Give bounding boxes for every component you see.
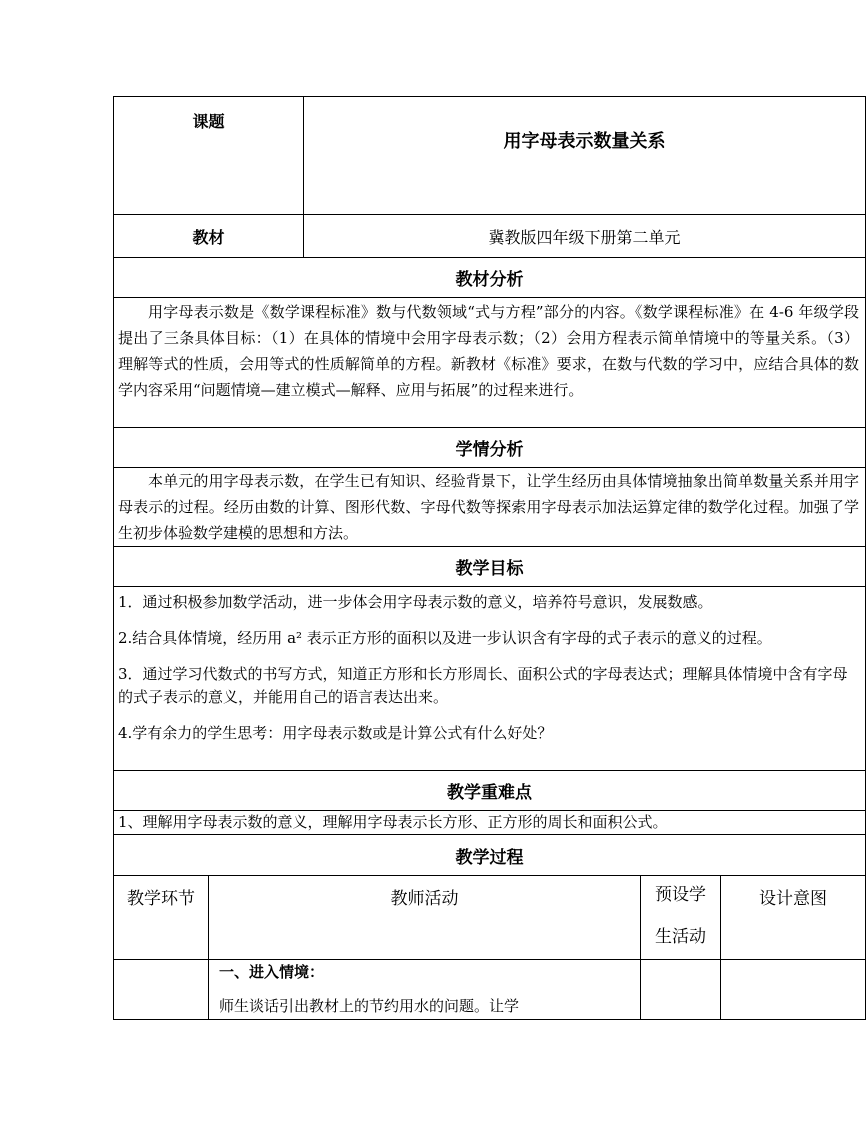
analysis-title: 教材分析	[114, 258, 866, 298]
students-title: 学情分析	[114, 428, 866, 468]
col-header-student-line1: 预设学	[655, 885, 707, 905]
teacher-cell	[209, 960, 641, 1020]
textbook-value: 冀教版四年级下册第二单元	[304, 215, 866, 258]
goal-item-2: 2.结合具体情境，经历用 a² 表示正方形的面积以及进一步认识含有字母的式子表示的意义的过程。	[118, 629, 772, 647]
goals-list	[114, 587, 866, 771]
goal-item-3: 3．通过学习代数式的书写方式，知道正方形和长方形周长、面积公式的字母表达式；理解具体情境中含有字母的式子表示的意义，并能用自己的语言表达出来。	[118, 665, 848, 706]
analysis-text: 用字母表示数是《数学课程标准》数与代数领域“式与方程”部分的内容。《数学课程标准》在 4-6 年级学段提出了三条具体目标：（1）在具体的情境中会用字母表示数；（2）会用方程表示简单情境中的等量关系。（3）理解等式的性质，会用等式的性质解简单的方程。新教材《标准》要求，在数与代数的学习中，应结合具体的数学内容采用“问题情境—建立模式—解释、应用与拓展”的过程来进行。	[114, 298, 866, 428]
topic-label: 课题	[114, 97, 304, 215]
goal-item-1: 1．通过积极参加数学活动，进一步体会用字母表示数的意义，培养符号意识，发展数感。	[118, 593, 713, 611]
students-text: 本单元的用字母表示数，在学生已有知识、经验背景下，让学生经历由具体情境抽象出简单数量关系并用字母表示的过程。经历由数的计算、图形代数、字母代数等探索用字母表示加法运算定律的数学化过程。加强了学生初步体验数学建模的思想和方法。	[114, 468, 866, 547]
process-title: 教学过程	[114, 835, 866, 876]
col-header-stage: 教学环节	[114, 876, 209, 960]
student-cell	[641, 960, 721, 1020]
col-header-student-line2: 生活动	[655, 927, 707, 947]
goals-title: 教学目标	[114, 547, 866, 587]
col-header-student	[641, 876, 721, 960]
key-points-title: 教学重难点	[114, 771, 866, 811]
intent-cell	[721, 960, 866, 1020]
col-header-teacher: 教师活动	[209, 876, 641, 960]
lesson-plan-table	[113, 96, 866, 1020]
key-points-text: 1、理解用字母表示数的意义，理解用字母表示长方形、正方形的周长和面积公式。	[114, 811, 866, 835]
process-row1-text: 师生谈话引出教材上的节约用水的问题。让学	[219, 997, 520, 1015]
topic-value: 用字母表示数量关系	[304, 97, 866, 215]
process-row1-heading: 一、进入情境：	[219, 963, 325, 981]
goal-item-4: 4.学有余力的学生思考：用字母表示数或是计算公式有什么好处？	[118, 724, 553, 742]
col-header-intent: 设计意图	[721, 876, 866, 960]
stage-cell	[114, 960, 209, 1020]
textbook-label: 教材	[114, 215, 304, 258]
